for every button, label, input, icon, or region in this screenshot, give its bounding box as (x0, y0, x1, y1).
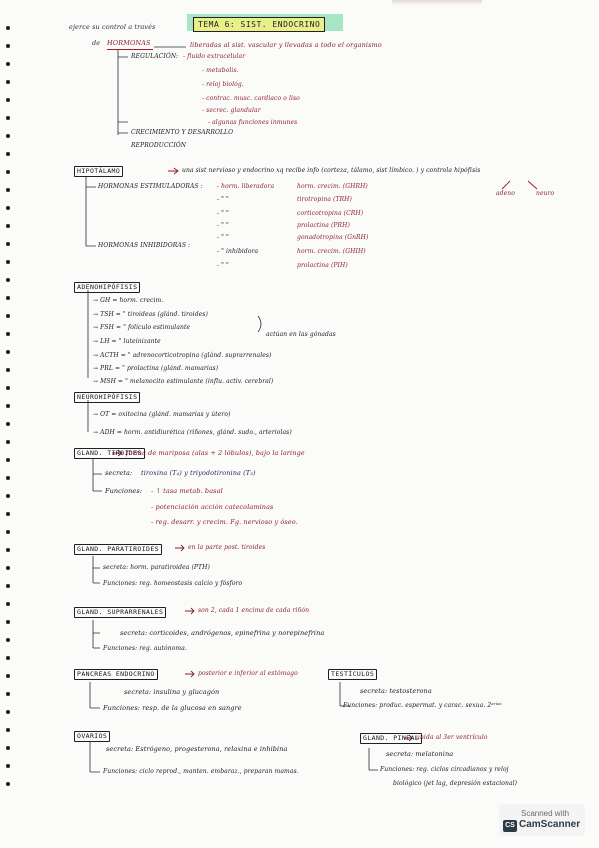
tiroides-funciones-label: Funciones: (105, 487, 143, 495)
inh-row-a: - " " (217, 262, 229, 269)
adeno-row: → TSH = " tiroideas (glánd. tiroides) (93, 311, 208, 318)
testiculos-funciones: Funciones: produc. espermat. y carac. sexua. 2ᵃʳⁱᵃˢ (343, 702, 502, 709)
ovarios-funciones: Funciones: ciclo reprod., manten. embaraz., preparan mamas. (103, 768, 299, 775)
gonadas-note: actúan en las gónadas (266, 331, 336, 338)
regulacion-item: - metabolis. (202, 67, 239, 74)
inh-row-b: prolactina (PIH) (297, 262, 348, 269)
pancreas-funciones: Funciones: resp. de la glucosa en sangre (103, 704, 242, 712)
est-row-b: horm. crecim. (GHRH) (297, 183, 368, 190)
paratiroides-funciones: Funciones: reg. homeostasis calcio y fósforo (103, 580, 243, 587)
est-row-a: - " " (217, 210, 229, 217)
adeno-row: → PRL = " prolactina (glánd. mamarias) (93, 365, 219, 372)
adeno-row: → LH = " luteinizante (93, 338, 161, 345)
est-row-a: - " " (217, 196, 229, 203)
intro-line-1: ejerce su control a través (69, 23, 156, 31)
pancreas-desc: posterior e inferior al estómago (198, 670, 298, 677)
est-row-b: gonadotropina (GnRH) (297, 234, 369, 241)
neurohipofisis-heading: NEUROHIPÓFISIS (74, 392, 140, 403)
est-row-a: - " " (217, 222, 229, 229)
testiculos-secreta: secreta: testosterona (360, 687, 432, 695)
tiroides-funcion: - ↑ tasa metab. basal (151, 487, 223, 495)
est-row-b: prolactina (PRH) (297, 222, 350, 229)
est-row-b: tirotropina (TRH) (297, 196, 352, 203)
neuro-row: → OT = oxitocina (glánd. mamarias y útero) (93, 411, 231, 418)
tiroides-funcion: - reg. desarr. y crecim. Fg. nervioso y óseo. (151, 518, 298, 526)
camscanner-watermark (499, 804, 585, 836)
suprarrenales-funciones: Funciones: reg. autónoma. (103, 645, 187, 652)
inh-row-b: horm. crecim. (GHIH) (297, 248, 366, 255)
regulacion-item: - fluido extracelular (183, 53, 246, 60)
neuro-row: → ADH = horm. antidiurética (riñones, glánd. sudo., arteriolas) (93, 429, 292, 436)
hormonas-release: liberadas al sist. vascular y llevadas a todo el organismo (190, 41, 382, 49)
regulacion-item: - algunas funciones inmunes (208, 119, 298, 126)
pineal-funciones-1: Funciones: reg. ciclos circadianos y reloj (380, 766, 509, 773)
pineal-secreta: secreta: melatonina (386, 750, 454, 758)
hormonas-underline (107, 49, 153, 50)
est-row-a: - " " (217, 234, 229, 241)
hormonas-inhibidoras-label: HORMONAS INHIBIDORAS : (98, 242, 191, 249)
camscanner-brand: CamScanner (519, 819, 581, 830)
pineal-funciones-2: biológico (jet lag, depresión estacional) (393, 780, 518, 787)
scanned-with-label: Scanned with (521, 809, 570, 818)
inh-row-a: - " inhibidora (217, 248, 259, 255)
pancreas-heading: PANCREAS ENDOCRINO (74, 669, 158, 680)
reproduccion-label: REPRODUCCIÓN (131, 142, 187, 149)
tiroides-heading: GLAND. TIROIDES (74, 448, 145, 459)
adenohipofisis-heading: ADENOHIPÓFISIS (74, 282, 140, 293)
suprarrenales-desc: son 2, cada 1 encima de cada riñón (198, 607, 310, 614)
adeno-row: → ACTH = " adrenocorticotropina (glánd. suprarrenales) (93, 352, 272, 359)
tiroides-desc: forma de mariposa (alas + 2 lóbulos), bajo la laringe (126, 449, 305, 457)
paratiroides-secreta: secreta: horm. paratiroidea (PTH) (103, 564, 210, 571)
tiroides-secreta: tiroxina (T₄) y triyodotironina (T₃) (141, 469, 256, 477)
hormonas-label: HORMONAS (107, 39, 151, 47)
est-row-b: corticotropina (CRH) (297, 210, 364, 217)
suprarrenales-secreta: secreta: corticoides, andrógenos, epinefrina y norepinefrina (120, 629, 325, 637)
page-title: TEMA 6: SIST. ENDOCRINO (193, 17, 325, 32)
tiroides-funcion: - potenciación acción catecolaminas (151, 503, 274, 511)
ovarios-heading: OVARIOS (74, 731, 110, 742)
ovarios-secreta: secreta: Estrógeno, progesterona, relaxina e inhibina (106, 745, 288, 753)
hipotalamo-heading: HIPOTÁLAMO (74, 166, 123, 177)
regulacion-item: - reloj biológ. (202, 81, 244, 88)
testiculos-heading: TESTÍCULOS (328, 669, 377, 680)
regulacion-label: REGULACIÓN: (131, 53, 179, 60)
regulacion-item: - contrac. musc. cardiaco o liso (202, 95, 300, 102)
suprarrenales-heading: GLAND. SUPRARRENALES (74, 607, 166, 618)
est-row-a: - horm. liberadora (217, 183, 275, 190)
paratiroides-heading: GLAND. PARATIROIDES (74, 544, 162, 555)
paratiroides-desc: en la parte post. tiroides (188, 544, 266, 551)
adeno-row: → FSH = " folículo estimulante (93, 324, 191, 331)
pineal-desc: unida al 3er ventrículo (416, 734, 488, 741)
crecimiento-label: CRECIMIENTO Y DESARROLLO (131, 129, 234, 136)
adeno-row: → MSH = " melanocito estimulante (influ. activ. cerebral) (93, 378, 274, 385)
pineal-heading: GLAND. PINEAL (360, 733, 422, 744)
camscanner-logo-icon: CS (503, 820, 517, 832)
hipotalamo-desc: una sist nervioso y endocrino xq recibe info (corteza, tálamo, sist límbico. ) y controla hipófisis (182, 167, 481, 174)
hormonas-estimuladoras-label: HORMONAS ESTIMULADORAS : (98, 183, 203, 190)
regulacion-item: - secrec. glandular (202, 107, 261, 114)
pancreas-secreta: secreta: insulina y glucagón (124, 688, 220, 696)
adeno-label: adeno (496, 190, 515, 197)
adeno-row: → GH = horm. crecim. (93, 297, 164, 304)
tiroides-secreta-label: secreta: (105, 469, 133, 477)
intro-prefix: de (92, 39, 101, 47)
neuro-label: neuro (536, 190, 555, 197)
